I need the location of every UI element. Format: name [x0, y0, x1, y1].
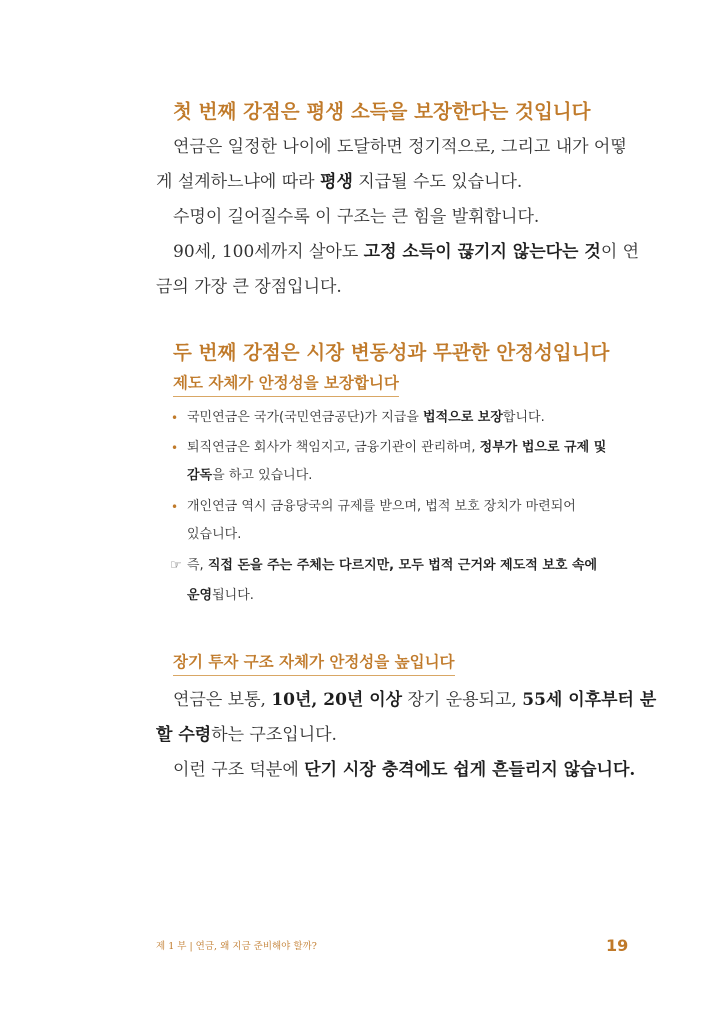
- section2-heading: 두 번째 강점은 시장 변동성과 무관한 안정성입니다: [173, 341, 610, 364]
- note-line-continuation: 운영됩니다.: [187, 588, 254, 603]
- section1-heading: 첫 번째 강점은 평생 소득을 보장한다는 것입니다: [173, 100, 591, 123]
- bullet-item: 국민연금은 국가(국민연금공단)가 지급을 법적으로 보장합니다.: [187, 410, 545, 425]
- pointing-hand-icon: ☞: [170, 558, 182, 573]
- paragraph-line: 게 설계하느냐에 따라 평생 지급될 수도 있습니다.: [156, 172, 523, 192]
- bullet-item: 퇴직연금은 회사가 책임지고, 금융기관이 관리하며, 정부가 법으로 규제 및: [187, 440, 607, 455]
- paragraph-line: 연금은 보통, 10년, 20년 이상 장기 운용되고, 55세 이후부터 분: [173, 690, 657, 710]
- paragraph-line: 90세, 100세까지 살아도 고정 소득이 끊기지 않는다는 것이 연: [173, 242, 640, 262]
- emphasis-text: 10년, 20년 이상: [271, 690, 403, 710]
- emphasis-text: 정부가 법으로 규제 및: [479, 440, 607, 455]
- emphasis-text: 55세 이후부터 분: [522, 690, 657, 710]
- note-line: 즉, 직접 돈을 주는 주체는 다르지만, 모두 법적 근거와 제도적 보호 속에: [187, 558, 598, 573]
- bullet-marker: •: [171, 500, 179, 514]
- emphasis-text: 할 수령: [156, 725, 212, 745]
- running-footer: 제 1 부 | 연금, 왜 지금 준비해야 할까?: [156, 941, 317, 952]
- paragraph-line: 할 수령하는 구조입니다.: [156, 725, 337, 745]
- bullet-marker: •: [171, 441, 179, 455]
- emphasis-text: 감독: [187, 468, 213, 483]
- paragraph-line: 연금은 일정한 나이에 도달하면 정기적으로, 그리고 내가 어떻: [173, 137, 627, 157]
- bullet-item: 개인연금 역시 금융당국의 규제를 받으며, 법적 보호 장치가 마련되어: [187, 499, 576, 514]
- emphasis-text: 운영: [187, 588, 213, 603]
- emphasis-text: 평생: [320, 172, 353, 192]
- emphasis-text: 법적으로 보장: [423, 410, 503, 425]
- emphasis-text: 고정 소득이 끊기지 않는다는 것: [363, 242, 601, 262]
- emphasis-text: 단기 시장 충격에도 쉽게 흔들리지 않습니다.: [304, 760, 636, 780]
- paragraph-line: 수명이 길어질수록 이 구조는 큰 힘을 발휘합니다.: [173, 207, 540, 227]
- paragraph-line: 이런 구조 덕분에 단기 시장 충격에도 쉽게 흔들리지 않습니다.: [173, 760, 636, 780]
- emphasis-text: 직접 돈을 주는 주체는 다르지만, 모두 법적 근거와 제도적 보호 속에: [207, 558, 598, 573]
- bullet-item-continuation: 있습니다.: [187, 527, 242, 542]
- page-number: 19: [606, 936, 629, 955]
- bullet-item-continuation: 감독을 하고 있습니다.: [187, 468, 313, 483]
- section3-subheading: 장기 투자 구조 자체가 안정성을 높입니다: [173, 651, 455, 676]
- bullet-marker: •: [171, 411, 179, 425]
- paragraph-line: 금의 가장 큰 장점입니다.: [156, 277, 342, 297]
- section2-subheading: 제도 자체가 안정성을 보장합니다: [173, 372, 399, 397]
